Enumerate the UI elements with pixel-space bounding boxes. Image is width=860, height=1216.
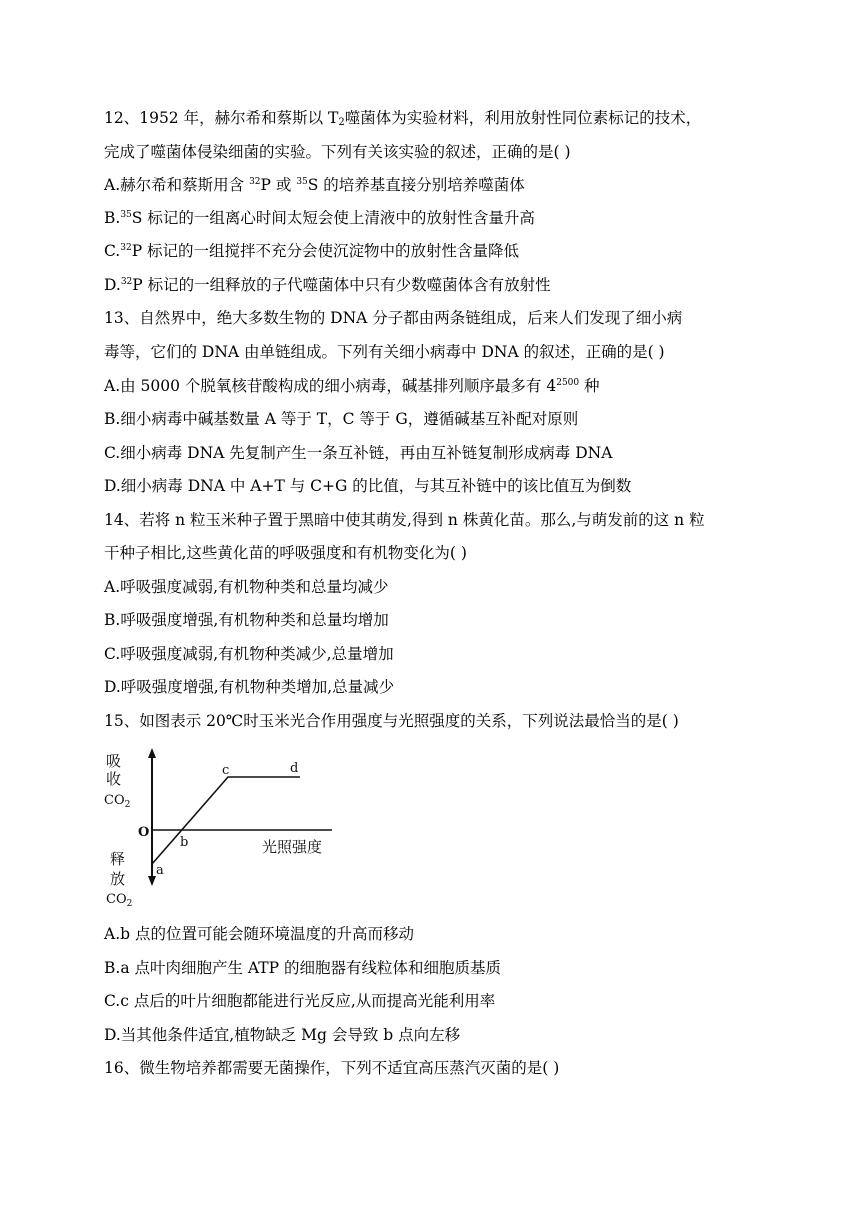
q12-stem-line1: 12、1952 年，赫尔希和蔡斯以 $T_2$噬菌体为实验材料，利用放射性同位素标记的技术， — [104, 109, 702, 128]
x-axis-label: 光照强度 — [262, 838, 323, 856]
q14-stem-line2: 干种子相比,这些黄化苗的呼吸强度和有机物变化为( ) — [104, 544, 467, 562]
y-top-label-1: 吸 — [106, 752, 122, 770]
curve-diagram — [102, 746, 342, 912]
q15-option-a: A.b 点的位置可能会随环境温度的升高而移动 — [104, 925, 414, 943]
q13-stem-line2: 毒等，它们的 DNA 由单链组成。下列有关细小病毒中 DNA 的叙述，正确的是( ) — [104, 343, 665, 361]
q13-option-d: D.细小病毒 DNA 中 A+T 与 C+G 的比值，与其互补链中的该比值互为倒数 — [104, 477, 632, 495]
q12-option-d: D.$^{32}$P 标记的一组释放的子代噬菌体中只有少数噬菌体含有放射性 — [104, 276, 551, 294]
q14-option-b: B.呼吸强度增强,有机物种类和总量均增加 — [104, 611, 389, 629]
q12-stem-line2: 完成了噬菌体侵染细菌的实验。下列有关该实验的叙述，正确的是( ) — [104, 143, 571, 161]
y-bottom-label-1: 释 — [110, 850, 126, 868]
y-bottom-label-2: 放 — [110, 870, 126, 888]
point-c-label: c — [222, 763, 230, 778]
q15-option-c: C.c 点后的叶片细胞都能进行光反应,从而提高光能利用率 — [104, 992, 496, 1010]
q13-option-b: B.细小病毒中碱基数量 A 等于 T，C 等于 G，遵循碱基互补配对原则 — [104, 410, 579, 428]
q12-option-a: A.赫尔希和蔡斯用含 $^{32}$P 或 $^{35}$S 的培养基直接分别培养噬菌体 — [104, 176, 525, 194]
q15-option-d: D.当其他条件适宜,植物缺乏 Mg 会导致 b 点向左移 — [104, 1026, 461, 1044]
q13-stem-line1: 13、自然界中，绝大多数生物的 DNA 分子都由两条链组成，后来人们发现了细小病 — [104, 309, 683, 327]
photosynthesis-light-curve-figure — [102, 746, 342, 912]
q14-option-a: A.呼吸强度减弱,有机物种类和总量均减少 — [104, 578, 389, 596]
y-axis-arrow-down — [148, 876, 156, 886]
y-top-label-2: 收 — [106, 770, 122, 788]
q15-stem-line1: 15、如图表示 20℃时玉米光合作用强度与光照强度的关系，下列说法最恰当的是( ) — [104, 712, 679, 730]
q12-option-c: C.$^{32}$P 标记的一组搅拌不充分会使沉淀物中的放射性含量降低 — [104, 242, 520, 260]
y-top-label-3: $CO_2$ — [104, 793, 131, 810]
point-a-label: a — [156, 863, 164, 878]
y-axis-arrow-up — [148, 748, 156, 758]
q14-option-d: D.呼吸强度增强,有机物种类增加,总量减少 — [104, 678, 395, 696]
q13-option-a: A.由 5000 个脱氧核苷酸构成的细小病毒，碱基排列顺序最多有 $4^{2500}$ 种 — [104, 377, 600, 395]
q13-option-c: C.细小病毒 DNA 先复制产生一条互补链，再由互补链复制形成病毒 DNA — [104, 444, 613, 462]
q14-option-c: C.呼吸强度减弱,有机物种类减少,总量增加 — [104, 645, 394, 663]
point-d-label: d — [290, 761, 299, 776]
origin-label: O — [138, 825, 150, 840]
q16-stem-line1: 16、微生物培养都需要无菌操作，下列不适宜高压蒸汽灭菌的是( ) — [104, 1059, 560, 1077]
q15-option-b: B.a 点叶肉细胞产生 ATP 的细胞器有线粒体和细胞质基质 — [104, 959, 501, 977]
point-b-label: b — [180, 835, 189, 850]
q12-option-b: B.$^{35}$S 标记的一组离心时间太短会使上清液中的放射性含量升高 — [104, 209, 535, 227]
q14-stem-line1: 14、若将 n 粒玉米种子置于黑暗中使其萌发,得到 n 株黄化苗。那么,与萌发前的这 n 粒 — [104, 511, 705, 529]
y-bottom-label-3: $CO_2$ — [106, 892, 133, 909]
